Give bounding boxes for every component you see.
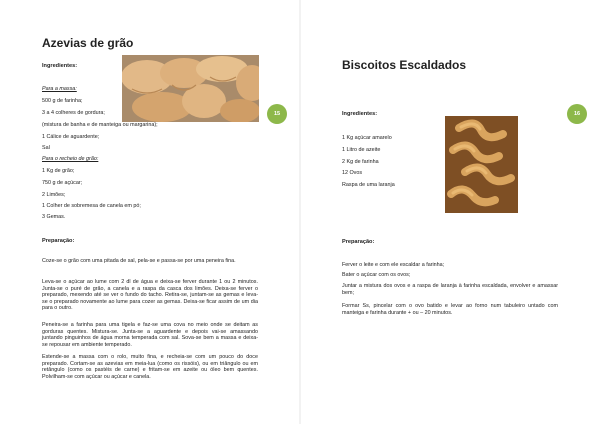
preparation-heading: Preparação:	[342, 239, 375, 245]
preparation-paragraph: Formar Ss, pincelar com o ovo batido e levar ao forno num tabuleiro untado com manteiga e farinha durante + ou – 20 minutos.	[342, 303, 558, 316]
right-page	[301, 0, 600, 424]
ingredient-line: 1 Kg açúcar amarelo	[342, 135, 392, 141]
ingredient-line: 1 Litro de azeite	[342, 147, 381, 153]
recipe-title: Biscoitos Escaldados	[342, 58, 467, 72]
preparation-paragraph: Coze-se o grão com uma pitada de sal, pela-se e passa-se por uma peneira fina.	[42, 258, 236, 264]
preparation-paragraph: Estende-se a massa com o rolo, muito fina, e recheia-se com um pouco do doce preparado. Cortam-se as azevias em meia-lua (como os rissóis), ou em triângulo ou em retângulo (como os pastéis de carne) e fritam-se em azeite ou óleo bem quentes. Polvilham-se com açúcar ou açúcar e canela.	[42, 354, 258, 380]
ingredient-line: 12 Ovos	[342, 170, 363, 176]
preparation-paragraph: Peneira-se a farinha para uma tigela e faz-se uma cova no meio onde se deitam as gorduras quentes. Mistura-se. Junta-se a aguardente e depois vai-se amassando juntando pinguinhos de água morna temperada com sal. Sova-se bem a massa e deixa-se repousar em ambiente temperado.	[42, 322, 258, 348]
ingredients-heading: Ingredientes:	[42, 63, 78, 69]
ingredient-line: 2 Kg de farinha	[342, 159, 379, 165]
ingredient-line: 500 g de farinha;	[42, 98, 83, 104]
ingredient-line: Raspa de uma laranja	[342, 182, 395, 188]
ingredients-heading: Ingredientes:	[342, 111, 378, 117]
ingredient-line: 750 g de açúcar;	[42, 180, 83, 186]
ingredient-line: 3 a 4 colheres de gordura;	[42, 110, 105, 116]
ingredient-line: Para o recheio de grão:	[42, 156, 99, 162]
recipe-title: Azevias de grão	[42, 36, 134, 50]
page-number-badge: 15	[267, 104, 287, 124]
ingredient-line: (mistura de banha e de manteiga ou margarina);	[42, 122, 158, 128]
ingredient-line: 3 Gemas.	[42, 214, 66, 220]
preparation-heading: Preparação:	[42, 238, 75, 244]
ingredient-line: 1 Kg de grão;	[42, 168, 75, 174]
preparation-paragraph: Juntar a mistura dos ovos e a raspa de laranja à farinha escaldada, envolver e amassar bem;	[342, 283, 558, 296]
ingredient-line: Para a massa:	[42, 86, 77, 92]
preparation-paragraph: Ferver o leite e com ele escaldar a farinha;	[342, 262, 445, 268]
ingredient-line: Sal	[42, 145, 50, 151]
page-number-badge: 16	[567, 104, 587, 124]
azevias-photo	[122, 55, 259, 122]
biscoitos-photo	[445, 116, 518, 213]
ingredient-line: 1 Cálice de aguardente;	[42, 134, 100, 140]
preparation-paragraph: Leva-se o açúcar ao lume com 2 dl de água e deixa-se ferver durante 1 ou 2 minutos. Junta-se o puré de grão, a canela e a raspa da casca dos limões. Deixa-se ferver o preparado, mexendo até se ver o fundo do tacho. Retira-se, juntam-se as gemas e leva-se o preparado novamente ao lume para cozer as gemas. Deixa-se ficar assim de um dia para o outro.	[42, 279, 258, 312]
preparation-paragraph: Bater o açúcar com os ovos;	[342, 272, 411, 278]
ingredient-line: 2 Limões;	[42, 192, 66, 198]
left-page	[0, 0, 299, 424]
ingredient-line: 1 Colher de sobremesa de canela em pó;	[42, 203, 141, 209]
